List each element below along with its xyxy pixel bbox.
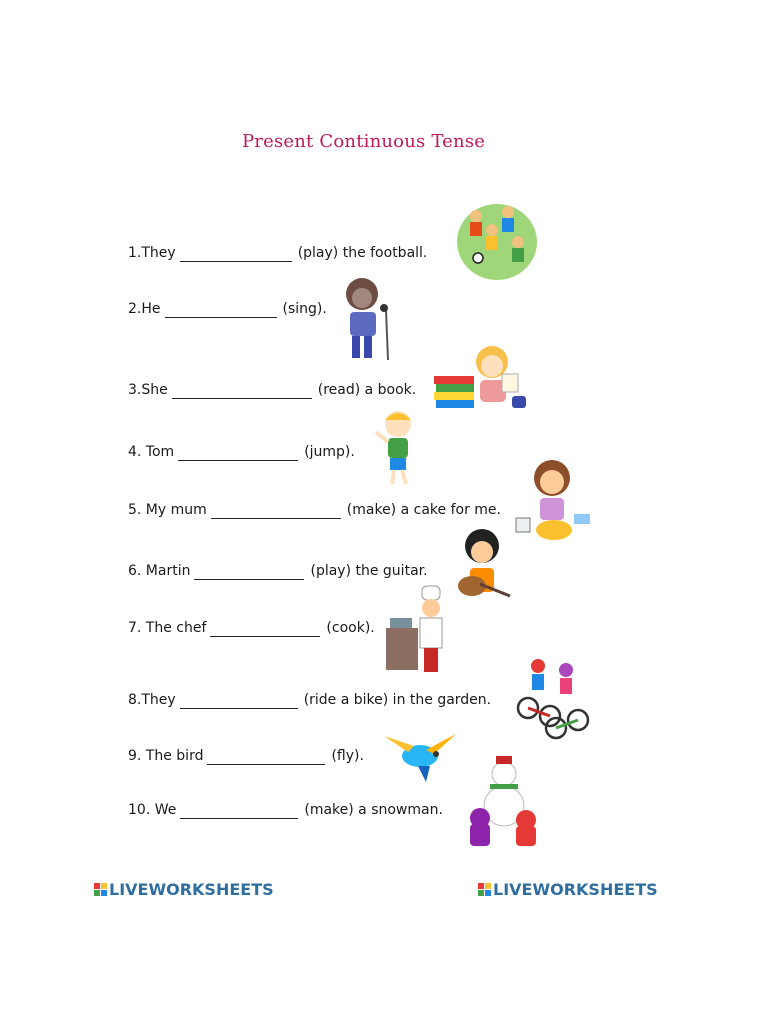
answer-field[interactable] [178, 446, 298, 461]
exercise-suffix: (sing). [282, 301, 327, 317]
exercise-row [128, 301, 327, 318]
boy-singing-icon [334, 274, 398, 364]
exercise-prefix: 4. Tom [128, 444, 175, 460]
exercise-suffix: (read) a book. [317, 382, 417, 398]
answer-field[interactable] [172, 384, 312, 399]
exercise-suffix: (make) a snowman. [304, 802, 443, 818]
girl-reading-icon [432, 340, 530, 418]
exercise-prefix: 6. Martin [128, 563, 191, 579]
exercise-prefix: 7. The chef [128, 620, 207, 636]
exercise-row [128, 748, 364, 765]
logo-text: LIVEWORKSHEETS [109, 880, 274, 899]
exercise-suffix: (fly). [331, 748, 364, 764]
liveworksheets-mark-icon [478, 883, 491, 896]
answer-field[interactable] [194, 565, 304, 580]
kids-snowman-icon [460, 754, 542, 852]
logo-text: LIVEWORKSHEETS [493, 880, 658, 899]
exercise-suffix: (ride a bike) in the garden. [303, 692, 492, 708]
chef-cooking-icon [384, 584, 456, 678]
exercise-row [128, 502, 501, 519]
liveworksheets-logo-left [94, 880, 274, 899]
answer-field[interactable] [180, 694, 298, 709]
worksheet-title: Present Continuous Tense [242, 131, 486, 152]
boy-guitar-icon [450, 528, 512, 608]
exercise-prefix: 2.He [128, 301, 161, 317]
exercise-suffix: (cook). [326, 620, 375, 636]
exercise-row [128, 382, 416, 399]
exercise-row [128, 444, 355, 461]
exercise-prefix: 10. We [128, 802, 177, 818]
answer-field[interactable] [165, 303, 277, 318]
answer-field[interactable] [180, 247, 292, 262]
answer-field[interactable] [180, 804, 298, 819]
exercise-suffix: (play) the football. [297, 245, 428, 261]
exercise-prefix: 8.They [128, 692, 176, 708]
bird-flying-icon [378, 726, 458, 784]
exercise-suffix: (play) the guitar. [310, 563, 428, 579]
answer-field[interactable] [207, 750, 325, 765]
exercise-row [128, 245, 427, 262]
exercise-row [128, 620, 375, 637]
exercise-prefix: 9. The bird [128, 748, 204, 764]
answer-field[interactable] [210, 622, 320, 637]
kids-riding-bikes-icon [516, 656, 590, 742]
exercise-prefix: 3.She [128, 382, 168, 398]
boy-jumping-icon [372, 406, 426, 490]
exercise-row [128, 802, 443, 819]
exercise-prefix: 1.They [128, 245, 176, 261]
exercise-prefix: 5. My mum [128, 502, 207, 518]
woman-baking-icon [512, 458, 594, 544]
exercise-row [128, 563, 428, 580]
answer-field[interactable] [211, 504, 341, 519]
children-playing-football-icon [456, 198, 538, 282]
exercise-suffix: (make) a cake for me. [346, 502, 501, 518]
exercise-row [128, 692, 491, 709]
liveworksheets-mark-icon [94, 883, 107, 896]
liveworksheets-logo-right [478, 880, 658, 899]
exercise-suffix: (jump). [304, 444, 355, 460]
